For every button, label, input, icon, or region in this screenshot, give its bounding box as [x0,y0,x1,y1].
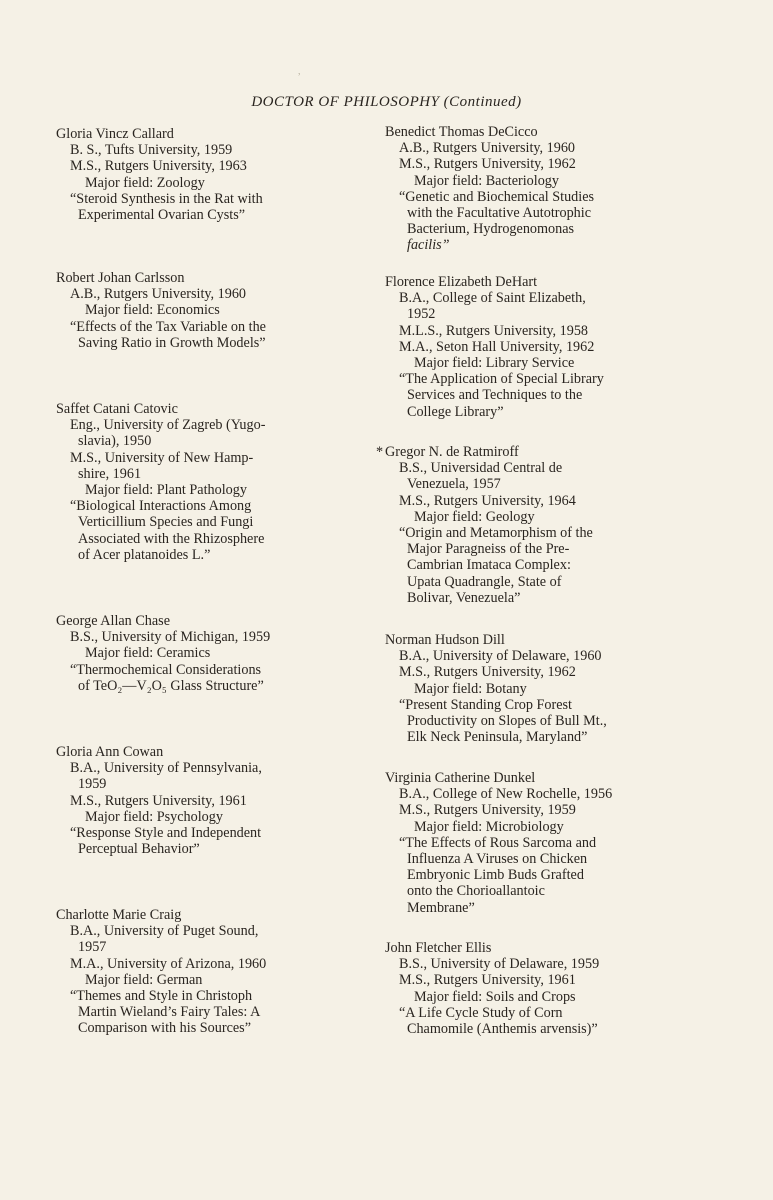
degree: B.A., University of Puget Sound, [70,923,259,940]
thesis-line: “Response Style and Independent [70,825,262,842]
degree: A.B., Rutgers University, 1960 [70,286,247,303]
degree: M.S., Rutgers University, 1961 [399,972,576,989]
thesis-line: “Thermochemical Considerations [70,661,262,678]
thesis-line: Productivity on Slopes of Bull Mt., [407,713,607,730]
thesis-title [56,662,341,694]
stray-mark: , [298,66,301,77]
degree: M.L.S., Rutgers University, 1958 [399,322,589,339]
entry-de-ratmiroff [376,444,670,606]
thesis-line: Bolivar, Venezuela” [407,589,521,606]
graduate-name: Gloria Ann Cowan [56,744,164,760]
thesis-line: “The Application of Special Library [399,371,604,388]
entry-callard [56,126,341,223]
thesis-line: Comparison with his Sources” [78,1020,251,1037]
page-title: DOCTOR OF PHILOSOPHY (Continued) [251,94,522,110]
entry-chase [56,613,341,694]
thesis-line: Influenza A Viruses on Chicken [407,851,588,868]
degree-cont: 1959 [78,776,107,793]
degree: M.S., University of New Hamp- [70,449,254,466]
thesis-line: onto the Chorioallantoic [407,883,545,900]
graduate-name: Saffet Catani Catovic [56,401,178,417]
thesis-line: Cambrian Imataca Complex: [407,557,571,574]
degree-cont: 1957 [78,939,107,956]
degree: B.A., College of Saint Elizabeth, [399,290,586,307]
degree-cont: slavia), 1950 [78,433,152,450]
thesis-title [385,1005,670,1037]
major-field: Major field: Botany [414,680,527,697]
thesis-line: facilis” [407,237,450,254]
degree: M.S., Rutgers University, 1961 [70,792,247,809]
degree: M.S., Rutgers University, 1962 [399,664,576,681]
degree: M.A., Seton Hall University, 1962 [399,338,595,355]
degree: B.A., University of Delaware, 1960 [399,648,602,665]
graduate-name: George Allan Chase [56,613,170,629]
major-field: Major field: Microbiology [414,818,564,835]
thesis-line: “Effects of the Tax Variable on the [70,318,266,335]
thesis-title [385,371,670,420]
thesis-line: “Present Standing Crop Forest [399,696,572,713]
entry-dunkel [385,770,670,916]
graduate-name-line [376,444,670,460]
entry-ellis [385,940,670,1037]
degree-cont: shire, 1961 [78,465,142,482]
thesis-line: Perceptual Behavior” [78,841,200,858]
graduate-name: Gloria Vincz Callard [56,126,174,142]
degree-cont: Venezuela, 1957 [407,476,501,493]
thesis-line: Bacterium, Hydrogenomonas [407,221,575,238]
major-field: Major field: Plant Pathology [85,482,247,499]
degree: M.S., Rutgers University, 1962 [399,156,576,173]
degree: B.A., College of New Rochelle, 1956 [399,786,613,803]
entry-craig [56,907,341,1037]
thesis-line: Services and Techniques to the [407,387,583,404]
entry-dill [385,632,670,745]
degree: Eng., University of Zagreb (Yugo- [70,417,266,434]
major-field: Major field: Bacteriology [414,172,559,189]
degree: B.S., University of Michigan, 1959 [70,629,271,646]
thesis-line: “Origin and Metamorphism of the [399,525,593,542]
thesis-line: Embryonic Limb Buds Grafted [407,867,584,884]
thesis-line: Chamomile (Anthemis arvensis)” [407,1021,598,1038]
entry-decicco [385,124,670,254]
thesis-line: “Themes and Style in Christoph [70,988,253,1005]
thesis-line: of TeO₂—V₂O₅ Glass Structure” [78,677,264,694]
thesis-title [56,191,341,223]
degree: A.B., Rutgers University, 1960 [399,140,576,157]
thesis-title [56,498,341,563]
thesis-line: “Steroid Synthesis in the Rat with [70,190,263,207]
thesis-line [70,514,341,530]
major-field: Major field: Geology [414,508,535,525]
graduate-name: John Fletcher Ellis [385,940,492,956]
major-field: Major field: German [85,971,203,988]
entry-cowan [56,744,341,857]
thesis-line: “A Life Cycle Study of Corn [399,1004,563,1021]
thesis-line: Upata Quadrangle, State of [407,573,562,590]
major-field: Major field: Library Service [414,355,575,372]
thesis-title [385,525,670,606]
thesis-title [56,988,341,1037]
thesis-title [56,825,341,857]
thesis-text: Verticillium Species and Fungi [78,514,254,531]
graduate-name: Florence Elizabeth DeHart [385,274,538,290]
graduate-name: Benedict Thomas DeCicco [385,124,538,140]
thesis-line: Saving Ratio in Growth Models” [78,334,266,351]
thesis-line: Elk Neck Peninsula, Maryland” [407,729,588,746]
degree: M.S., Rutgers University, 1964 [399,492,576,509]
graduate-name: Norman Hudson Dill [385,632,505,648]
thesis-line: Experimental Ovarian Cysts” [78,207,246,224]
thesis-title [385,697,670,746]
entry-catovic [56,401,341,563]
thesis-line: Major Paragneiss of the Pre- [407,541,570,558]
major-field: Major field: Economics [85,302,220,319]
graduate-name: Charlotte Marie Craig [56,907,182,923]
entry-dehart [385,274,670,420]
degree: M.S., Rutgers University, 1963 [70,158,247,175]
major-field: Major field: Ceramics [85,645,211,662]
thesis-line: with the Facultative Autotrophic [407,205,592,222]
thesis-line: “The Effects of Rous Sarcoma and [399,834,597,851]
major-field: Major field: Psychology [85,808,223,825]
graduate-name: Robert Johan Carlsson [56,270,185,286]
degree-cont: 1952 [407,306,436,323]
thesis-line: “Biological Interactions Among [70,498,252,515]
degree: B. S., Tufts University, 1959 [70,142,233,159]
graduate-name: Virginia Catherine Dunkel [385,770,536,786]
thesis-line: Martin Wieland’s Fairy Tales: A [78,1004,261,1021]
degree: B.A., University of Pennsylvania, [70,760,262,777]
entry-carlsson [56,270,341,351]
thesis-line: Associated with the Rhizosphere [78,530,265,547]
major-field: Major field: Zoology [85,174,205,191]
degree: M.S., Rutgers University, 1959 [399,802,576,819]
degree: M.A., University of Arizona, 1960 [70,955,267,972]
thesis-line: Membrane” [407,899,475,916]
major-field: Major field: Soils and Crops [414,988,576,1005]
thesis-line: of Acer platanoides L.” [78,546,211,563]
thesis-line: “Genetic and Biochemical Studies [399,188,595,205]
thesis-title [385,835,670,916]
asterisk-mark: * [376,444,384,460]
thesis-title [56,319,341,351]
thesis-line: College Library” [407,403,504,420]
graduate-name: Gregor N. de Ratmiroff [385,444,519,460]
degree: B.S., Universidad Central de [399,460,563,477]
degree: B.S., University of Delaware, 1959 [399,956,600,973]
thesis-title [385,189,670,254]
